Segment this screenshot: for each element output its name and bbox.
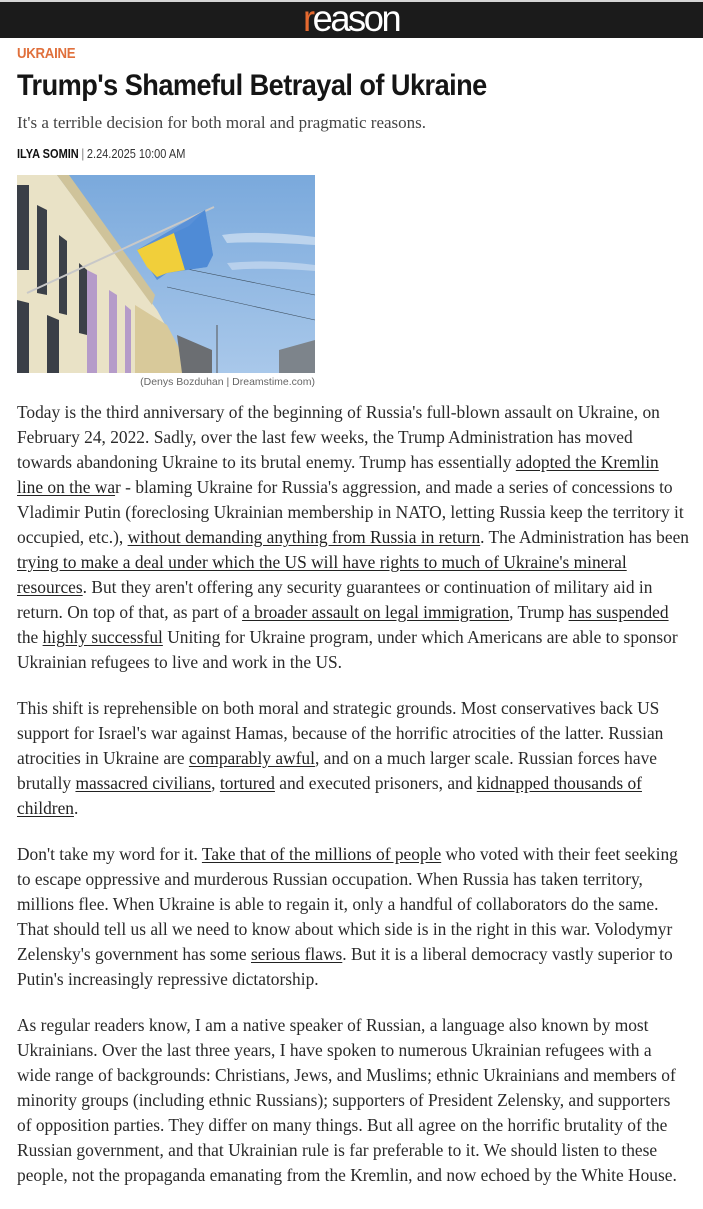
paragraph-text: , and on a much larger scale. Russian forces have brutally xyxy=(17,748,657,793)
publish-datetime: 2.24.2025 10:00 AM xyxy=(86,147,186,161)
inline-link[interactable]: Take that of the millions of people xyxy=(201,844,442,864)
author-link[interactable]: ILYA SOMIN xyxy=(17,147,79,161)
inline-link[interactable]: a broader assault on legal immigration xyxy=(242,602,510,622)
paragraph-text: , Trump xyxy=(509,602,569,622)
body-paragraph xyxy=(17,842,689,992)
paragraph-text: r - blaming Ukraine for Russia's aggression, and made a series of concessions to Vladimir Putin (foreclosing Ukrainian membership in NATO, letting Russia keep the territory it occupied, etc.), xyxy=(17,477,684,547)
inline-link[interactable]: serious flaws xyxy=(251,944,343,964)
inline-link[interactable]: without demanding anything from Russia in return xyxy=(127,527,481,547)
article-figure xyxy=(17,175,315,389)
inline-link[interactable]: tortured xyxy=(219,773,275,793)
body-paragraph xyxy=(17,1013,689,1188)
article-header xyxy=(17,44,689,162)
paragraph-text: This shift is reprehensible on both moral and strategic grounds. Most conservatives back US support for Israel's war against Hamas, because of the horrific atrocities of the latter. Russian atrocities in Ukraine are xyxy=(17,698,664,768)
paragraph-text: As regular readers know, I am a native speaker of Russian, a language also known by most Ukrainians. Over the last three years, I have spoken to numerous Ukrainian refugees with a wide range of backgrounds: Christians, Jews, and Muslims; ethnic Ukrainians and members of minority groups (including ethnic Russians); supporters of President Zelensky, and supporters of opposition parties. They differ on many things. But all agree on the horrific brutality of the Russian government, and that Ukrainian rule is far preferable to it. We should listen to these people, not the propaganda emanating from the Kremlin, and now echoed by the White House. xyxy=(17,1015,677,1185)
inline-link[interactable]: highly successful xyxy=(42,627,163,647)
body-paragraph xyxy=(17,400,689,675)
paragraph-text: . xyxy=(73,798,79,818)
ukraine-flag-photo xyxy=(17,175,315,373)
paragraph-text: , xyxy=(211,773,220,793)
masthead xyxy=(0,2,703,38)
paragraph-text: Don't take my word for it. xyxy=(17,844,202,864)
body-paragraph xyxy=(17,696,689,821)
article-body xyxy=(17,400,689,1209)
article-dek: It's a terrible decision for both moral and pragmatic reasons. xyxy=(17,113,427,132)
image-caption: (Denys Bozduhan | Dreamstime.com) xyxy=(140,376,315,388)
byline-separator: | xyxy=(81,147,85,161)
section-label[interactable]: UKRAINE xyxy=(17,45,76,62)
reason-logo[interactable] xyxy=(303,1,399,37)
inline-link[interactable]: kidnapped thousands of children xyxy=(17,773,642,818)
paragraph-text: Uniting for Ukraine program, under which Americans are able to sponsor Ukrainian refugees to live and work in the US. xyxy=(17,627,678,672)
article-title: Trump's Shameful Betrayal of Ukraine xyxy=(17,69,487,102)
paragraph-text: the xyxy=(17,627,43,647)
inline-link[interactable]: comparably awful xyxy=(188,748,315,768)
paragraph-text: Today is the third anniversary of the beginning of Russia's full-blown assault on Ukraine, on February 24, 2022. Sadly, over the last few weeks, the Trump Administration has moved towards abandoning Ukraine to its brutal enemy. Trump has essentially xyxy=(17,402,660,472)
paragraph-text: who voted with their feet seeking to escape oppressive and murderous Russian occupation. When Russia has taken territory, millions flee. When Ukraine is able to regain it, only a handful of collaborators do the same. That should tell us all we need to know about which side is in the right in this war. Volodymyr Zelensky's government has some xyxy=(17,844,678,964)
paragraph-text: . But it is a liberal democracy vastly superior to Putin's increasingly repressive dictatorship. xyxy=(17,944,673,989)
byline xyxy=(17,146,608,162)
inline-link[interactable]: trying to make a deal under which the US will have rights to much of Ukraine's mineral resources xyxy=(17,552,627,597)
paragraph-text: and executed prisoners, and xyxy=(274,773,477,793)
inline-link[interactable]: has suspended xyxy=(568,602,669,622)
paragraph-text: . The Administration has been xyxy=(480,527,689,547)
inline-link[interactable]: adopted the Kremlin line on the wa xyxy=(17,452,659,497)
inline-link[interactable]: massacred civilians xyxy=(75,773,212,793)
logo-text: eason xyxy=(313,0,400,39)
logo-accent-letter: r xyxy=(303,0,314,39)
paragraph-text: . But they aren't offering any security guarantees or continuation of military aid in return. On top of that, as part of xyxy=(17,577,653,622)
